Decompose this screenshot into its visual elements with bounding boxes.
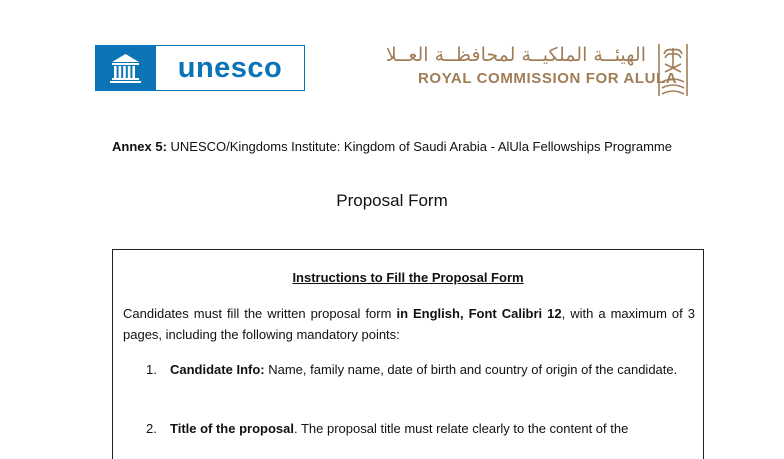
annex-label: Annex 5:	[112, 139, 167, 154]
instructions-heading: Instructions to Fill the Proposal Form	[292, 270, 524, 285]
palm-swords-emblem-icon	[656, 42, 690, 98]
instructions-box	[112, 249, 704, 459]
unesco-wordmark: unesco	[156, 45, 305, 91]
annex-text: UNESCO/Kingdoms Institute: Kingdom of Saudi Arabia - AlUla Fellowships Programme	[166, 139, 672, 154]
unesco-temple-icon	[95, 45, 156, 91]
unesco-logo	[95, 45, 305, 91]
intro-text-start: Candidates must fill the written proposal form	[123, 306, 397, 321]
intro-font-requirement: in English, Font Calibri 12	[396, 306, 562, 321]
annex-heading	[100, 137, 684, 156]
royal-commission-logo	[385, 42, 690, 98]
form-title: Proposal Form	[336, 191, 448, 210]
rcu-english-name: ROYAL COMMISSION FOR ALULA	[418, 70, 678, 87]
list-item-text: . The proposal title must relate clearly to the content of the	[294, 421, 629, 436]
rcu-arabic-name: الهيئــة الملكيــة لمحافظــة العــلا	[385, 44, 646, 66]
intro-text-end: , with a maximum of 3 pages, including the following mandatory points:	[123, 306, 696, 342]
instructions-intro	[123, 303, 695, 345]
list-item-number: 2.	[146, 421, 157, 436]
list-item	[146, 360, 695, 380]
list-item	[146, 419, 695, 439]
list-item-number: 1.	[146, 362, 157, 377]
list-item-title: Title of the proposal	[170, 421, 294, 436]
list-item-text: Name, family name, date of birth and country of origin of the candidate.	[264, 362, 678, 377]
list-item-title: Candidate Info:	[170, 362, 265, 377]
